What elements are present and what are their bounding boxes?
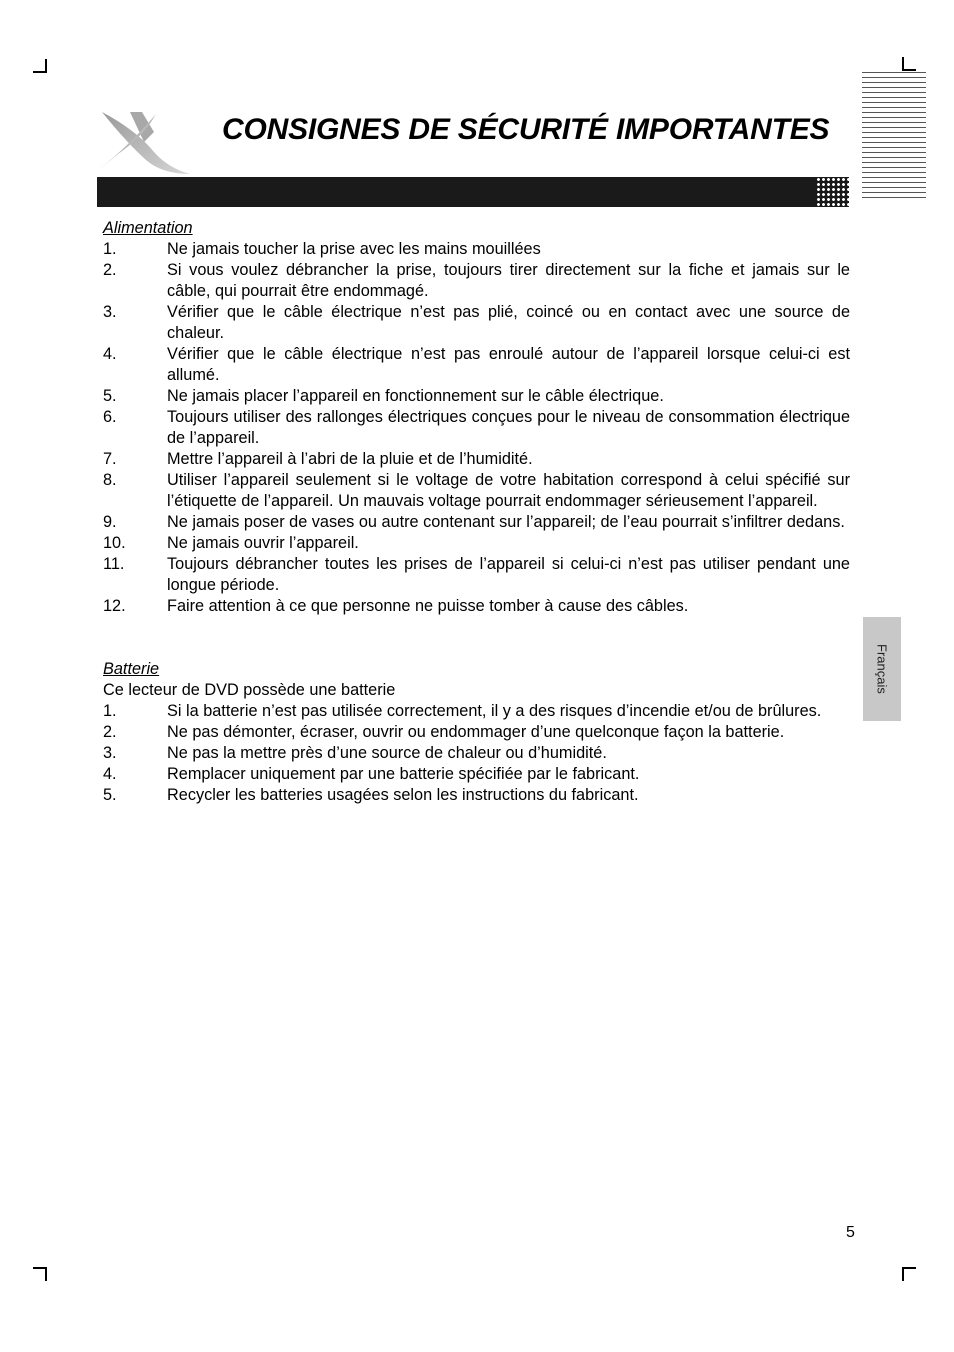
item-text: Recycler les batteries usagées selon les instructions du fabricant. [167, 786, 639, 804]
page-title: CONSIGNES DE SÉCURITÉ IMPORTANTES [222, 113, 830, 146]
list-item [103, 554, 850, 596]
list-item [103, 344, 850, 386]
section-title-batterie: Batterie [103, 660, 160, 678]
list-item [103, 785, 850, 806]
list-item [103, 449, 850, 470]
item-text: Ne pas démonter, écraser, ouvrir ou endommager d’une quelconque façon la batterie. [167, 723, 785, 741]
item-number: 7. [103, 450, 117, 468]
item-number: 3. [103, 744, 117, 762]
item-number: 2. [103, 723, 117, 741]
list-item [103, 260, 850, 302]
crop-mark-bottom-right [902, 1267, 916, 1281]
item-number: 1. [103, 702, 117, 720]
list-item [103, 239, 850, 260]
list-item [103, 596, 850, 617]
item-number: 6. [103, 408, 117, 426]
item-text: Toujours utiliser des rallonges électriques conçues pour le niveau de consommation électrique de l’appareil. [167, 408, 850, 447]
list-item [103, 302, 850, 344]
list-item [103, 764, 850, 785]
list-item [103, 386, 850, 407]
item-text: Ne pas la mettre près d’une source de chaleur ou d’humidité. [167, 744, 607, 762]
item-text: Mettre l’appareil à l’abri de la pluie et de l’humidité. [167, 450, 533, 468]
header-bar [97, 177, 849, 207]
section-title-alimentation: Alimentation [103, 219, 193, 237]
crop-mark-top-right [902, 57, 916, 71]
header-bar-dots [816, 177, 852, 207]
section-spacer [103, 617, 850, 659]
list-item [103, 722, 850, 743]
item-text: Si vous voulez débrancher la prise, toujours tirer directement sur la fiche et jamais sur le câble, qui pourrait être endommagé. [167, 261, 850, 300]
x-logo-icon [96, 108, 192, 176]
item-text: Ne jamais ouvrir l’appareil. [167, 534, 359, 552]
item-text: Vérifier que le câble électrique n’est pas enroulé autour de l’appareil lorsque celui-ci est allumé. [167, 345, 850, 384]
list-item [103, 407, 850, 449]
crop-mark-top-left [33, 59, 47, 73]
document-body [103, 218, 850, 806]
item-number: 8. [103, 471, 117, 489]
list-item [103, 470, 850, 512]
item-number: 1. [103, 240, 117, 258]
decorative-stripes [862, 72, 926, 200]
crop-mark-bottom-left [33, 1267, 47, 1281]
batterie-list [103, 701, 850, 806]
item-text: Vérifier que le câble électrique n’est pas plié, coincé ou en contact avec une source de chaleur. [167, 303, 850, 342]
item-text: Toujours débrancher toutes les prises de l’appareil si celui-ci n’est pas utiliser pendant une longue période. [167, 555, 850, 594]
item-text: Faire attention à ce que personne ne puisse tomber à cause des câbles. [167, 597, 689, 615]
item-number: 12. [103, 597, 126, 615]
section-intro-batterie: Ce lecteur de DVD possède une batterie [103, 681, 396, 699]
language-tab [863, 617, 901, 721]
list-item [103, 701, 850, 722]
item-text: Ne jamais toucher la prise avec les mains mouillées [167, 240, 541, 258]
item-text: Remplacer uniquement par une batterie spécifiée par le fabricant. [167, 765, 640, 783]
item-number: 5. [103, 387, 117, 405]
item-number: 4. [103, 765, 117, 783]
item-number: 10. [103, 534, 126, 552]
alimentation-list [103, 239, 850, 617]
item-text: Ne jamais placer l’appareil en fonctionnement sur le câble électrique. [167, 387, 664, 405]
item-number: 9. [103, 513, 117, 531]
item-text: Ne jamais poser de vases ou autre contenant sur l’appareil; de l’eau pourrait s’infiltrer dedans. [167, 513, 845, 531]
item-number: 2. [103, 261, 117, 279]
list-item [103, 743, 850, 764]
item-number: 5. [103, 786, 117, 804]
item-number: 3. [103, 303, 117, 321]
item-text: Si la batterie n’est pas utilisée correctement, il y a des risques d’incendie et/ou de brûlures. [167, 702, 822, 720]
item-number: 11. [103, 555, 125, 573]
language-tab-label: Français [874, 644, 890, 694]
list-item [103, 533, 850, 554]
item-number: 4. [103, 345, 117, 363]
list-item [103, 512, 850, 533]
page-number: 5 [846, 1224, 855, 1241]
item-text: Utiliser l’appareil seulement si le voltage de votre habitation correspond à celui spécifié sur l’étiquette de l’appareil. Un mauvais voltage pourrait endommager sérieusement l’appareil. [167, 471, 850, 510]
